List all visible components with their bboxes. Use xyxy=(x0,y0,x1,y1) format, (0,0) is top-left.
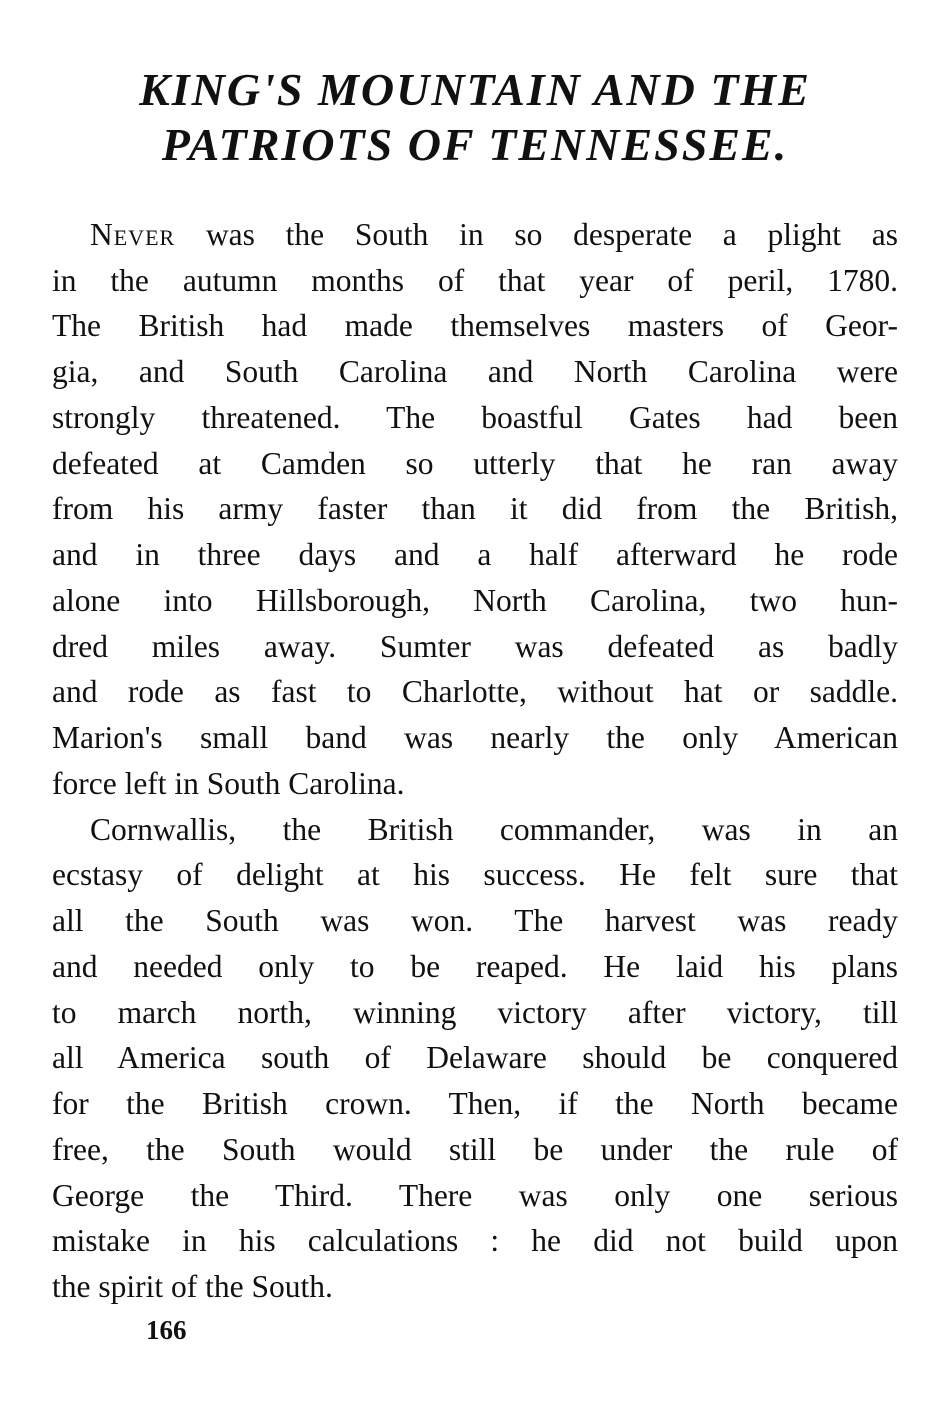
text-line: and rode as fast to Charlotte, without hat or saddle. xyxy=(52,674,898,709)
page-number: 166 xyxy=(146,1315,187,1345)
text-line: in the autumn months of that year of peril, 1780. xyxy=(52,263,898,298)
text-line: and needed only to be reaped. He laid his plans xyxy=(52,949,898,984)
chapter-title-line-1: KING'S MOUNTAIN AND THE xyxy=(139,64,811,115)
text-line: all the South was won. The harvest was ready xyxy=(52,903,898,938)
text-line: defeated at Camden so utterly that he ran away xyxy=(52,446,898,481)
text-line: gia, and South Carolina and North Carolina were xyxy=(52,354,898,389)
text-line: for the British crown. Then, if the North became xyxy=(52,1086,898,1121)
text-line: mistake in his calculations : he did not build upon xyxy=(52,1223,898,1258)
text-line: the spirit of the South. xyxy=(52,1269,333,1304)
text-line: alone into Hillsborough, North Carolina, two hun- xyxy=(52,583,898,618)
text-line: The British had made themselves masters of Geor- xyxy=(52,308,898,343)
text-line: George the Third. There was only one serious xyxy=(52,1178,898,1213)
text-line: Marion's small band was nearly the only American xyxy=(52,720,898,755)
text-line: free, the South would still be under the rule of xyxy=(52,1132,898,1167)
text-line: from his army faster than it did from the British, xyxy=(52,491,898,526)
text-line: force left in South Carolina. xyxy=(52,766,405,801)
text-line: Cornwallis, the British commander, was in an xyxy=(90,812,898,847)
text-line-rest: was the South in so desperate a plight as xyxy=(205,217,899,252)
text-line xyxy=(90,212,898,258)
text-line: all America south of Delaware should be conquered xyxy=(52,1040,898,1075)
chapter-title-line-2: PATRIOTS OF TENNESSEE. xyxy=(161,119,789,170)
text-line: and in three days and a half afterward he rode xyxy=(52,537,898,572)
opening-word: Never xyxy=(90,217,176,252)
text-line: strongly threatened. The boastful Gates had been xyxy=(52,400,898,435)
text-line: dred miles away. Sumter was defeated as badly xyxy=(52,629,898,664)
text-line: to march north, winning victory after victory, till xyxy=(52,995,898,1030)
text-line: ecstasy of delight at his success. He felt sure that xyxy=(52,857,898,892)
